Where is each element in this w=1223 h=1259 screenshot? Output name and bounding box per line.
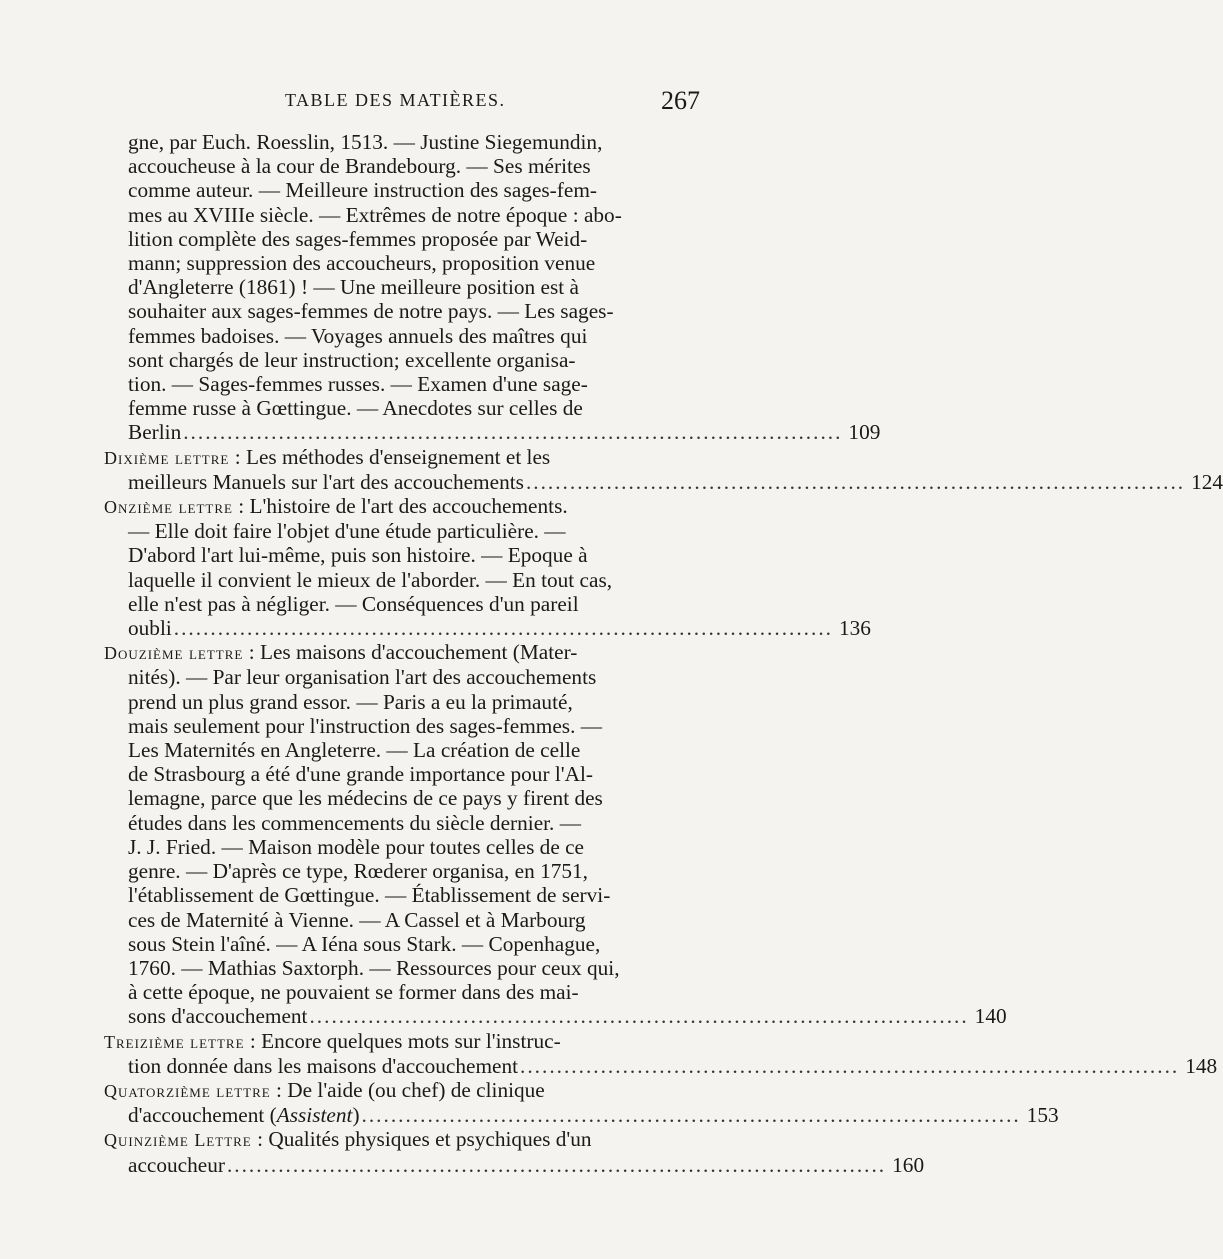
- entry-line: J. J. Fried. — Maison modèle pour toutes celles de ce: [128, 834, 585, 859]
- entry-line: gne, par Euch. Roesslin, 1513. — Justine Siegemundin,: [128, 130, 603, 154]
- letter-heading: Douzième lettre: [104, 643, 244, 664]
- entry-line: [104, 1127, 698, 1152]
- leader-dots: ..........................................................................................: [525, 469, 1186, 494]
- entry-line: comme auteur. — Meilleure instruction des sages-fem-: [128, 178, 597, 203]
- entry-line: études dans les commencements du siècle dernier. —: [128, 810, 582, 835]
- entry-last-text: meilleurs Manuels sur l'art des accouchements: [128, 469, 524, 494]
- entry-page-number: 124: [1191, 469, 1223, 494]
- entry-last-prefix: d'accouchement (: [128, 1103, 277, 1128]
- entry-page-number: 140: [974, 1004, 1007, 1029]
- entry-last-suffix: ): [352, 1103, 360, 1128]
- entry-last-text: oubli: [128, 616, 172, 641]
- letter-heading: Quinzième Lettre: [104, 1130, 252, 1151]
- entry-line: d'Angleterre (1861) ! — Une meilleure position est à: [128, 275, 579, 300]
- entry-line: mes au XVIIIe siècle. — Extrêmes de notre époque : abo-: [128, 202, 622, 227]
- entry-line-text: : Qualités physiques et psychiques d'un: [251, 1127, 592, 1152]
- entry-line: genre. — D'après ce type, Rœderer organisa, en 1751,: [128, 859, 588, 884]
- entry-last-text: [128, 1103, 360, 1127]
- entry-last-italic: Assistent: [276, 1103, 353, 1128]
- entry-last-line: [104, 469, 1223, 494]
- entry-line: [104, 445, 698, 470]
- toc-entry: [104, 1028, 1218, 1078]
- entry-line-text: : L'histoire de l'art des accouchements.: [232, 494, 568, 519]
- entry-line: prend un plus grand essor. — Paris a eu la primauté,: [128, 689, 573, 714]
- page-number: 267: [661, 86, 700, 115]
- letter-heading: Treizième lettre: [104, 1031, 245, 1052]
- entry-page-number: 148: [1185, 1053, 1218, 1078]
- entry-line: souhaiter aux sages-femmes de notre pays. — Les sages-: [128, 299, 614, 324]
- toc-entry: [104, 130, 881, 445]
- entry-line: D'abord l'art lui-même, puis son histoire. — Epoque à: [128, 543, 588, 568]
- entry-line: 1760. — Mathias Saxtorph. — Ressources pour ceux qui,: [128, 955, 620, 980]
- entry-line-text: : Les maisons d'accouchement (Mater-: [243, 640, 578, 665]
- leader-dots: ..........................................................................................: [361, 1103, 1021, 1128]
- table-of-contents: [104, 130, 1223, 1177]
- entry-line: [104, 640, 698, 665]
- entry-last-text: sons d'accouchement: [128, 1004, 308, 1029]
- entry-line: [104, 494, 698, 519]
- entry-last-line: [104, 1152, 925, 1177]
- entry-line: lemagne, parce que les médecins de ce pays y firent des: [128, 786, 603, 811]
- entry-line: accoucheuse à la cour de Brandebourg. — Ses mérites: [128, 154, 591, 179]
- toc-entry: [104, 1127, 925, 1177]
- leader-dots: ..........................................................................................: [173, 616, 833, 641]
- header-title: TABLE DES MATIÈRES.: [285, 90, 506, 110]
- entry-line-text: : De l'aide (ou chef) de clinique: [270, 1077, 545, 1102]
- entry-line: Les Maternités en Angleterre. — La création de celle: [128, 738, 581, 763]
- leader-dots: ..........................................................................................: [226, 1152, 887, 1177]
- entry-line: sont chargés de leur instruction; excellente organisa-: [128, 347, 576, 372]
- entry-line: lition complète des sages-femmes proposée par Weid-: [128, 226, 588, 251]
- entry-line: sous Stein l'aîné. — A Iéna sous Stark. — Copenhague,: [128, 931, 601, 956]
- toc-entry: [104, 1077, 1059, 1128]
- letter-heading: Onzième lettre: [104, 497, 233, 518]
- entry-last-text: tion donnée dans les maisons d'accouchement: [128, 1053, 519, 1078]
- entry-page-number: 160: [892, 1152, 925, 1177]
- running-header: [100, 86, 700, 116]
- entry-line: l'établissement de Gœttingue. — Établissement de servi-: [128, 883, 611, 908]
- entry-line: [104, 1078, 698, 1103]
- entry-last-text: accoucheur: [128, 1152, 225, 1177]
- entry-line: femmes badoises. — Voyages annuels des maîtres qui: [128, 323, 588, 348]
- entry-last-line: [104, 616, 871, 641]
- entry-line: de Strasbourg a été d'une grande importance pour l'Al-: [128, 762, 594, 787]
- entry-line: mais seulement pour l'instruction des sages-femmes. —: [128, 713, 603, 738]
- leader-dots: ..........................................................................................: [183, 420, 843, 445]
- entry-line: elle n'est pas à négliger. — Conséquences d'un pareil: [128, 591, 579, 616]
- leader-dots: ..........................................................................................: [309, 1004, 969, 1029]
- entry-line: à cette époque, ne pouvaient se former dans des mai-: [128, 980, 579, 1005]
- entry-last-text: Berlin: [128, 420, 182, 445]
- entry-last-line: [104, 1004, 1007, 1029]
- entry-line: — Elle doit faire l'objet d'une étude particulière. —: [128, 519, 566, 544]
- entry-page-number: 109: [848, 420, 881, 445]
- entry-line: [104, 1029, 698, 1054]
- entry-last-line: [104, 1103, 1059, 1128]
- leader-dots: ..........................................................................................: [520, 1053, 1180, 1078]
- letter-heading: Quatorzième lettre: [104, 1080, 271, 1101]
- entry-page-number: 153: [1026, 1103, 1059, 1128]
- letter-heading: Dixième lettre: [104, 447, 230, 468]
- entry-last-line: [104, 420, 881, 445]
- entry-line: tion. — Sages-femmes russes. — Examen d'une sage-: [128, 372, 588, 397]
- entry-line: nités). — Par leur organisation l'art des accouchements: [128, 665, 597, 690]
- entry-last-line: [104, 1053, 1218, 1078]
- toc-entry: [104, 494, 871, 641]
- entry-line: ces de Maternité à Vienne. — A Cassel et à Marbourg: [128, 907, 586, 932]
- entry-line-text: : Encore quelques mots sur l'instruc-: [244, 1028, 561, 1053]
- entry-page-number: 136: [838, 616, 871, 641]
- toc-entry: [104, 640, 1007, 1029]
- entry-line: laquelle il convient le mieux de l'aborder. — En tout cas,: [128, 567, 613, 592]
- toc-entry: [104, 444, 1223, 494]
- entry-line: mann; suppression des accoucheurs, proposition venue: [128, 251, 596, 276]
- entry-line-text: : Les méthodes d'enseignement et les: [229, 444, 551, 469]
- entry-line: femme russe à Gœttingue. — Anecdotes sur celles de: [128, 396, 583, 421]
